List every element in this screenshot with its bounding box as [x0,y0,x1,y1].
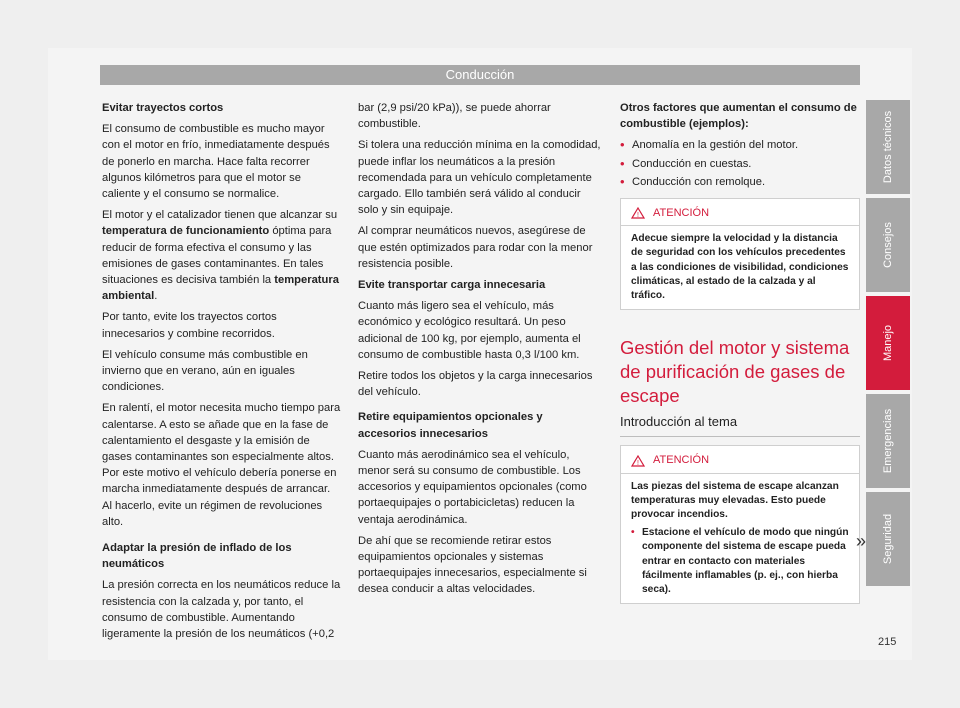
heading-extra-load: Evite transportar carga innecesaria [358,279,546,292]
tab-seguridad[interactable]: Seguridad [866,492,910,586]
warning-icon [631,207,645,219]
paragraph: bar (2,9 psi/20 kPa)), se puede ahorrar combustible. [358,102,551,131]
column-1 [102,100,342,647]
paragraph: De ahí que se recomiende retirar estos equipamientos opcionales y sistemas portaequipajes innecesarios, especialmente si desea conducir a altas velocidades. [358,534,587,596]
paragraph: Cuanto más aerodinámico sea el vehículo, menor será su consumo de combustible. Los accesorios y equipamientos opcionales (como portaequipajes o portabicicletas) reducen la ventaja aerodinámica. [358,448,587,526]
page-header: Conducción [100,65,860,85]
warning-box [620,198,860,310]
heading-tire-pressure: Adaptar la presión de inflado de los neumáticos [102,542,292,571]
paragraph: Al comprar neumáticos nuevos, asegúrese de que estén optimizados para rodar con la menor resistencia posible. [358,225,593,270]
heading-short-trips: Evitar trayectos cortos [102,102,224,114]
paragraph: En ralentí, el motor necesita mucho tiempo para calentarse. A esto se añade que en la fase de calentamiento el desgaste y la emisión de gases contaminantes son especialmente altos. Por este motivo el vehículo debería ponerse en marcha inmediatamente después de arrancar. Al hacerlo, evite un régimen de revoluciones alto. [102,402,341,528]
tab-consejos[interactable]: Consejos [866,198,910,292]
paragraph: Cuanto más ligero sea el vehículo, más económico y ecológico resultará. Un peso adicional de 100 kg, por ejemplo, aumenta el consumo de combustible hasta 0,3 l/100 km. [358,300,581,361]
continue-icon: » [856,531,867,551]
section-title: Gestión del motor y sistema de purificación de gases de escape [620,337,850,407]
tab-datos-tecnicos[interactable]: Datos técnicos [866,100,910,194]
warning-bullet: • Estacione el vehículo de modo que ningún componente del sistema de escape pueda entrar en contacto con materiales fácilmente inflamables (p. ej., con hierba seca). [631,526,849,597]
subsection-title: Introducción al tema [620,414,860,437]
warning-text: Adecue siempre la velocidad y la distancia de seguridad con los vehículos precedentes a las condiciones de visibilidad, condiciones climáticas, al estado de la calzada y al tráfico. [631,233,849,302]
paragraph: Si tolera una reducción mínima en la comodidad, puede inflar los neumáticos a la presión recomendada para un vehículo completamente cargado. Ello también será válido al conducir solo y sin equipaje. [358,139,601,217]
paragraph: El motor y el catalizador tienen que alcanzar su temperatura de funcionamiento óptima para reducir de forma efectiva el consumo y las emisiones de gases contaminantes. En tales situaciones es decisiva también la temperatura ambiental. [102,209,339,303]
factor-list [620,137,860,190]
svg-text:!: ! [637,459,639,467]
paragraph: Por tanto, evite los trayectos cortos innecesarios y combine recorridos. [102,311,277,340]
page-number: 215 [878,636,897,648]
warning-box [620,445,860,604]
column-2 [358,100,602,603]
paragraph: La presión correcta en los neumáticos reduce la resistencia con la calzada y, por tanto, el consumo de combustible. Aumentando ligeramente la presión de los neumáticos (+0,2 [102,579,341,641]
warning-title: ATENCIÓN [653,454,710,467]
warning-text: Las piezas del sistema de escape alcanzan temperaturas muy elevadas. Esto puede provocar incendios. [631,480,839,521]
tab-emergencias[interactable]: Emergencias [866,394,910,488]
tab-manejo[interactable]: Manejo [866,296,910,390]
heading-accessories: Retire equipamientos opcionales y accesorios innecesarios [358,411,543,440]
paragraph: El vehículo consume más combustible en invierno que en verano, aún en iguales condiciones. [102,348,308,394]
paragraph: Retire todos los objetos y la carga innecesarios del vehículo. [358,370,593,399]
list-item: • Conducción en cuestas. [620,156,860,172]
list-item: • Anomalía en la gestión del motor. [620,137,860,153]
svg-text:!: ! [637,212,639,220]
warning-title: ATENCIÓN [653,207,710,220]
column-3 [620,100,860,604]
warning-icon [631,455,645,467]
list-item: • Conducción con remolque. [620,174,860,190]
paragraph: El consumo de combustible es mucho mayor con el motor en frío, inmediatamente después de ponerlo en marcha. Hace falta recorrer algunos kilómetros para que el motor se caliente y el consumo se normalice. [102,123,330,201]
heading-other-factors: Otros factores que aumentan el consumo de combustible (ejemplos): [620,102,857,131]
